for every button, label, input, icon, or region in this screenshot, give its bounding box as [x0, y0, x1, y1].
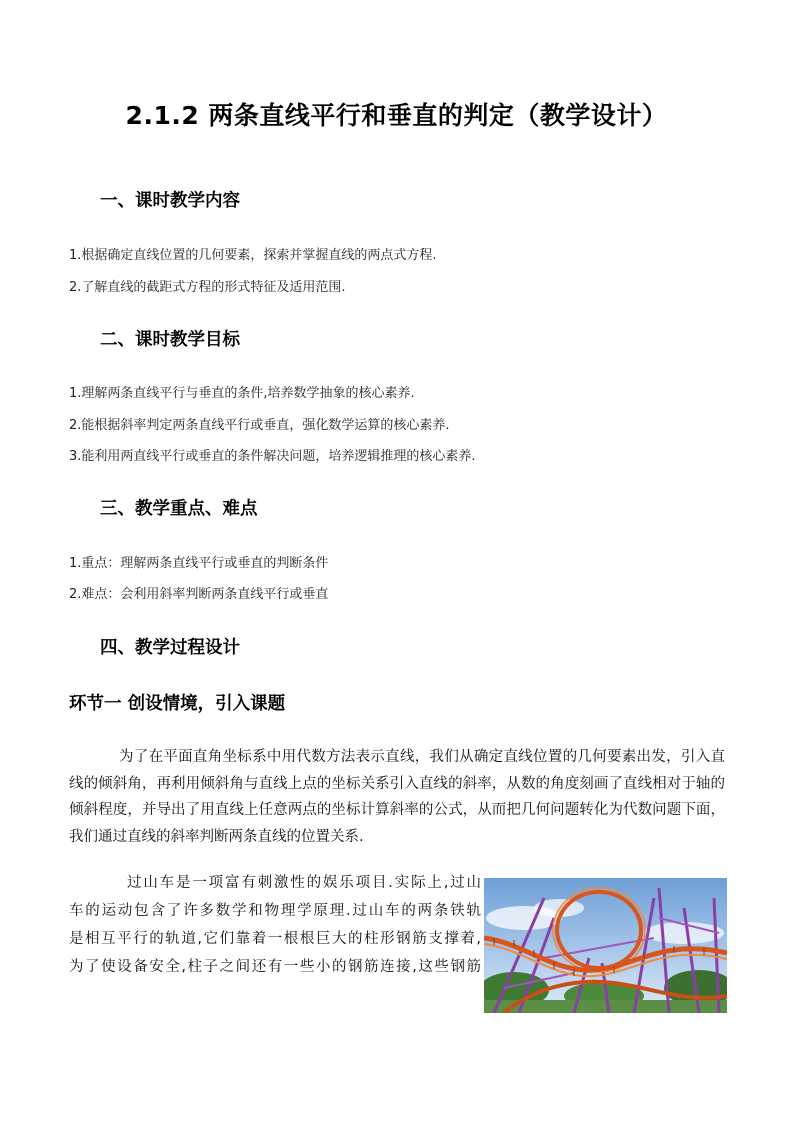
section-2-line-1: 1.理解两条直线平行与垂直的条件,培养数学抽象的核心素养.: [69, 386, 415, 401]
section-1-line-1: 1.根据确定直线位置的几何要素，探索并掌握直线的两点式方程.: [69, 248, 437, 263]
roller-coaster-line-2: 车的运动包含了许多数学和物理学原理.过山车的两条铁轨: [69, 903, 481, 919]
subsection-heading: 环节一 创设情境，引入课题: [69, 694, 286, 714]
roller-coaster-photo: [484, 878, 727, 1013]
section-3-line-2: 2.难点：会利用斜率判断两条直线平行或垂直: [69, 587, 329, 602]
section-1-line-2: 2.了解直线的截距式方程的形式特征及适用范围.: [69, 280, 346, 295]
roller-coaster-line-4: 为了使设备安全,柱子之间还有一些小的钢筋连接,这些钢筋: [69, 959, 481, 975]
section-heading-3: 三、教学重点、难点: [100, 499, 258, 519]
section-heading-1: 一、课时教学内容: [100, 191, 240, 211]
section-2-line-3: 3.能利用两直线平行或垂直的条件解决问题，培养逻辑推理的核心素养.: [69, 449, 476, 464]
document-title: 2.1.2 两条直线平行和垂直的判定（教学设计）: [125, 101, 668, 130]
section-2-line-2: 2.能根据斜率判定两条直线平行或垂直，强化数学运算的核心素养.: [69, 418, 450, 433]
section-heading-2: 二、课时教学目标: [100, 330, 240, 350]
intro-paragraph: 为了在平面直角坐标系中用代数方法表示直线，我们从确定直线位置的几何要素出发，引入直线的倾斜角，再利用倾斜角与直线上点的坐标关系引入直线的斜率，从数的角度刻画了直线相对于轴的倾斜程度，并导出了用直线上任意两点的坐标计算斜率的公式，从而把几何问题转化为代数问题下面，我们通过直线的斜率判断两条直线的位置关系.: [69, 749, 725, 845]
roller-coaster-line-3: 是相互平行的轨道,它们靠着一根根巨大的柱形钢筋支撑着,: [69, 931, 481, 947]
section-3-line-1: 1.重点：理解两条直线平行或垂直的判断条件: [69, 556, 329, 571]
roller-coaster-line-1: 过山车是一项富有刺激性的娱乐项目.实际上,过山: [127, 875, 481, 891]
section-heading-4: 四、教学过程设计: [100, 638, 240, 658]
